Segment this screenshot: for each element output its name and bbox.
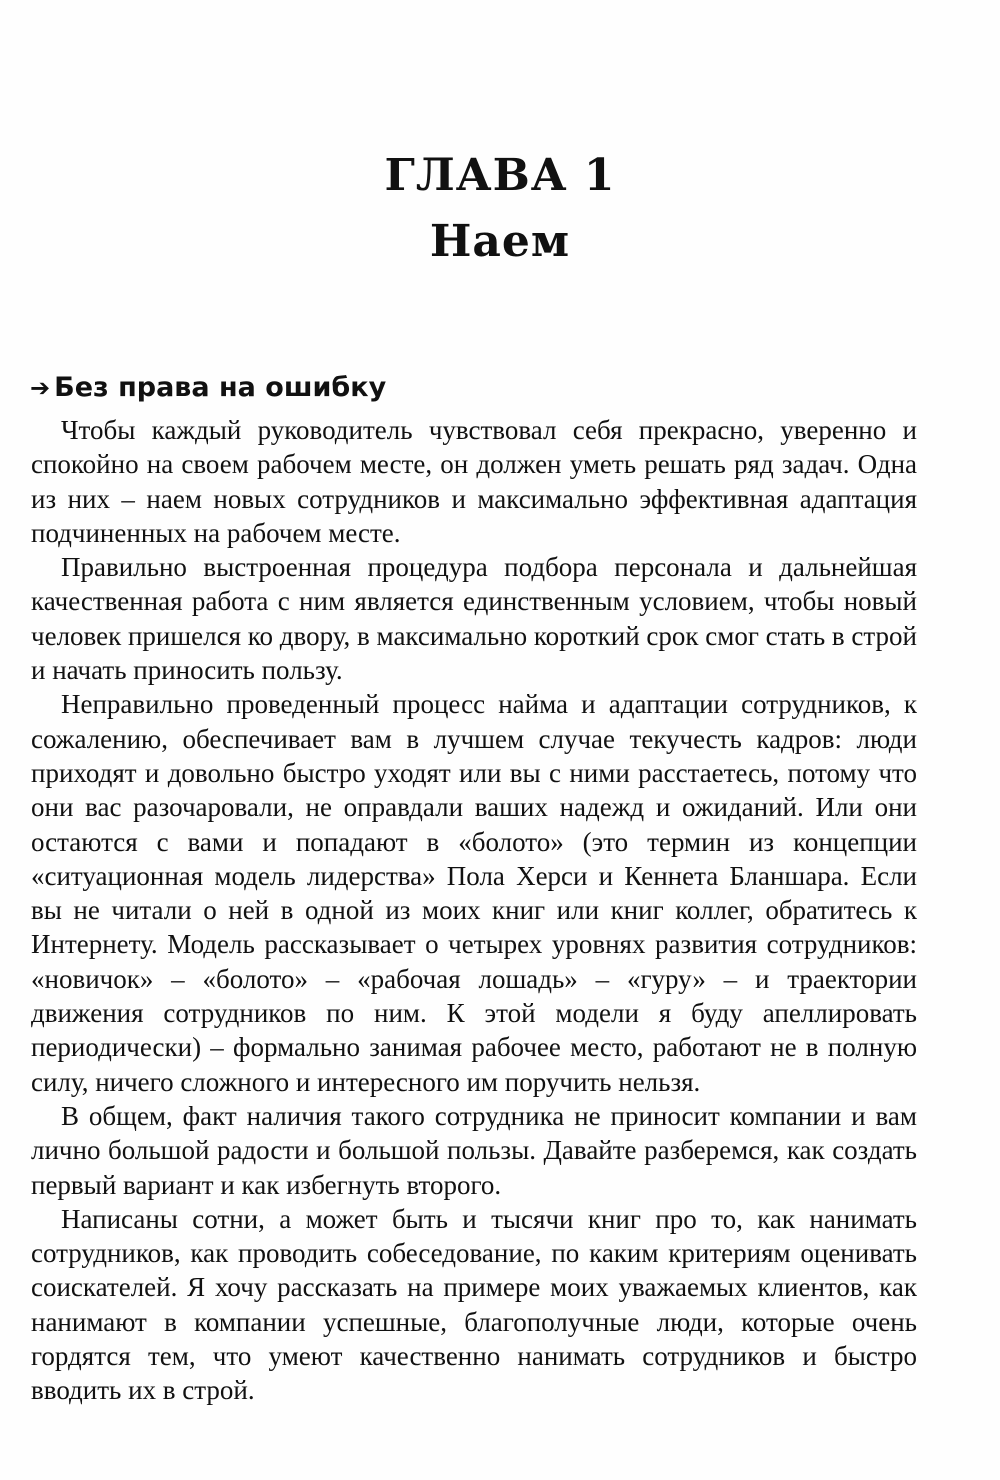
paragraph-1: Чтобы каждый руководитель чувствовал себя прекрасно, уверенно и спокойно на своем рабочем месте, он должен уметь решать ряд задач. Одна из них – наем новых сотрудников и максимально эффективная адаптация подчиненных на рабочем месте. bbox=[31, 415, 917, 548]
paragraph-4: В общем, факт наличия такого сотрудника не приносит компании и вам лично большой радости и большой пользы. Давайте разберемся, как создать первый вариант и как избегнуть второго. bbox=[31, 1100, 917, 1200]
section-heading-text: Без права на ошибку bbox=[54, 372, 387, 403]
section-heading bbox=[30, 368, 386, 408]
arrow-right-icon: ➔ bbox=[30, 374, 51, 402]
paragraph-3: Неправильно проведенный процесс найма и адаптации сотрудников, к сожалению, обеспечивает вам в лучшем случае текучесть кадров: люди приходят и довольно быстро уходят или вы с ними расстаетесь, потому что они вас разочаровали, не оправдали ваших надежд и ожиданий. Или они остаются с вами и попадают в «болото» (это термин из концепции «ситуационная модель лидерства» Пола Херси и Кеннета Бланшара. Если вы не читали о ней в одной из моих книг или книг коллег, обратитесь к Интернету. Модель рассказывает о четырех уровнях развития сотрудников: «новичок» – «болото» – «рабочая лошадь» – «гуру» – и траектории движения сотрудников по ним. К этой модели я буду апеллировать периодически) – формально занимая рабочее место, работают не в полную силу, ничего сложного и интересного им поручить нельзя. bbox=[31, 689, 917, 1097]
body-text bbox=[31, 413, 917, 1408]
chapter-title: Наем bbox=[429, 216, 571, 267]
chapter-number: ГЛАВА 1 bbox=[384, 150, 616, 201]
paragraph-2: Правильно выстроенная процедура подбора персонала и дальнейшая качественная работа с ним является единственным условием, чтобы новый человек пришелся ко двору, в максимально короткий срок смог стать в строй и начать приносить пользу. bbox=[31, 552, 917, 686]
paragraph-5: Написаны сотни, а может быть и тысячи книг про то, как нанимать сотрудников, как проводить собеседование, по каким критериям оценивать соискателей. Я хочу рассказать на примере моих уважаемых клиентов, как нанимают в компании успешные, благополучные люди, которые очень гордятся тем, что умеют качественно нанимать сотрудников и быстро вводить их в строй. bbox=[31, 1203, 917, 1406]
